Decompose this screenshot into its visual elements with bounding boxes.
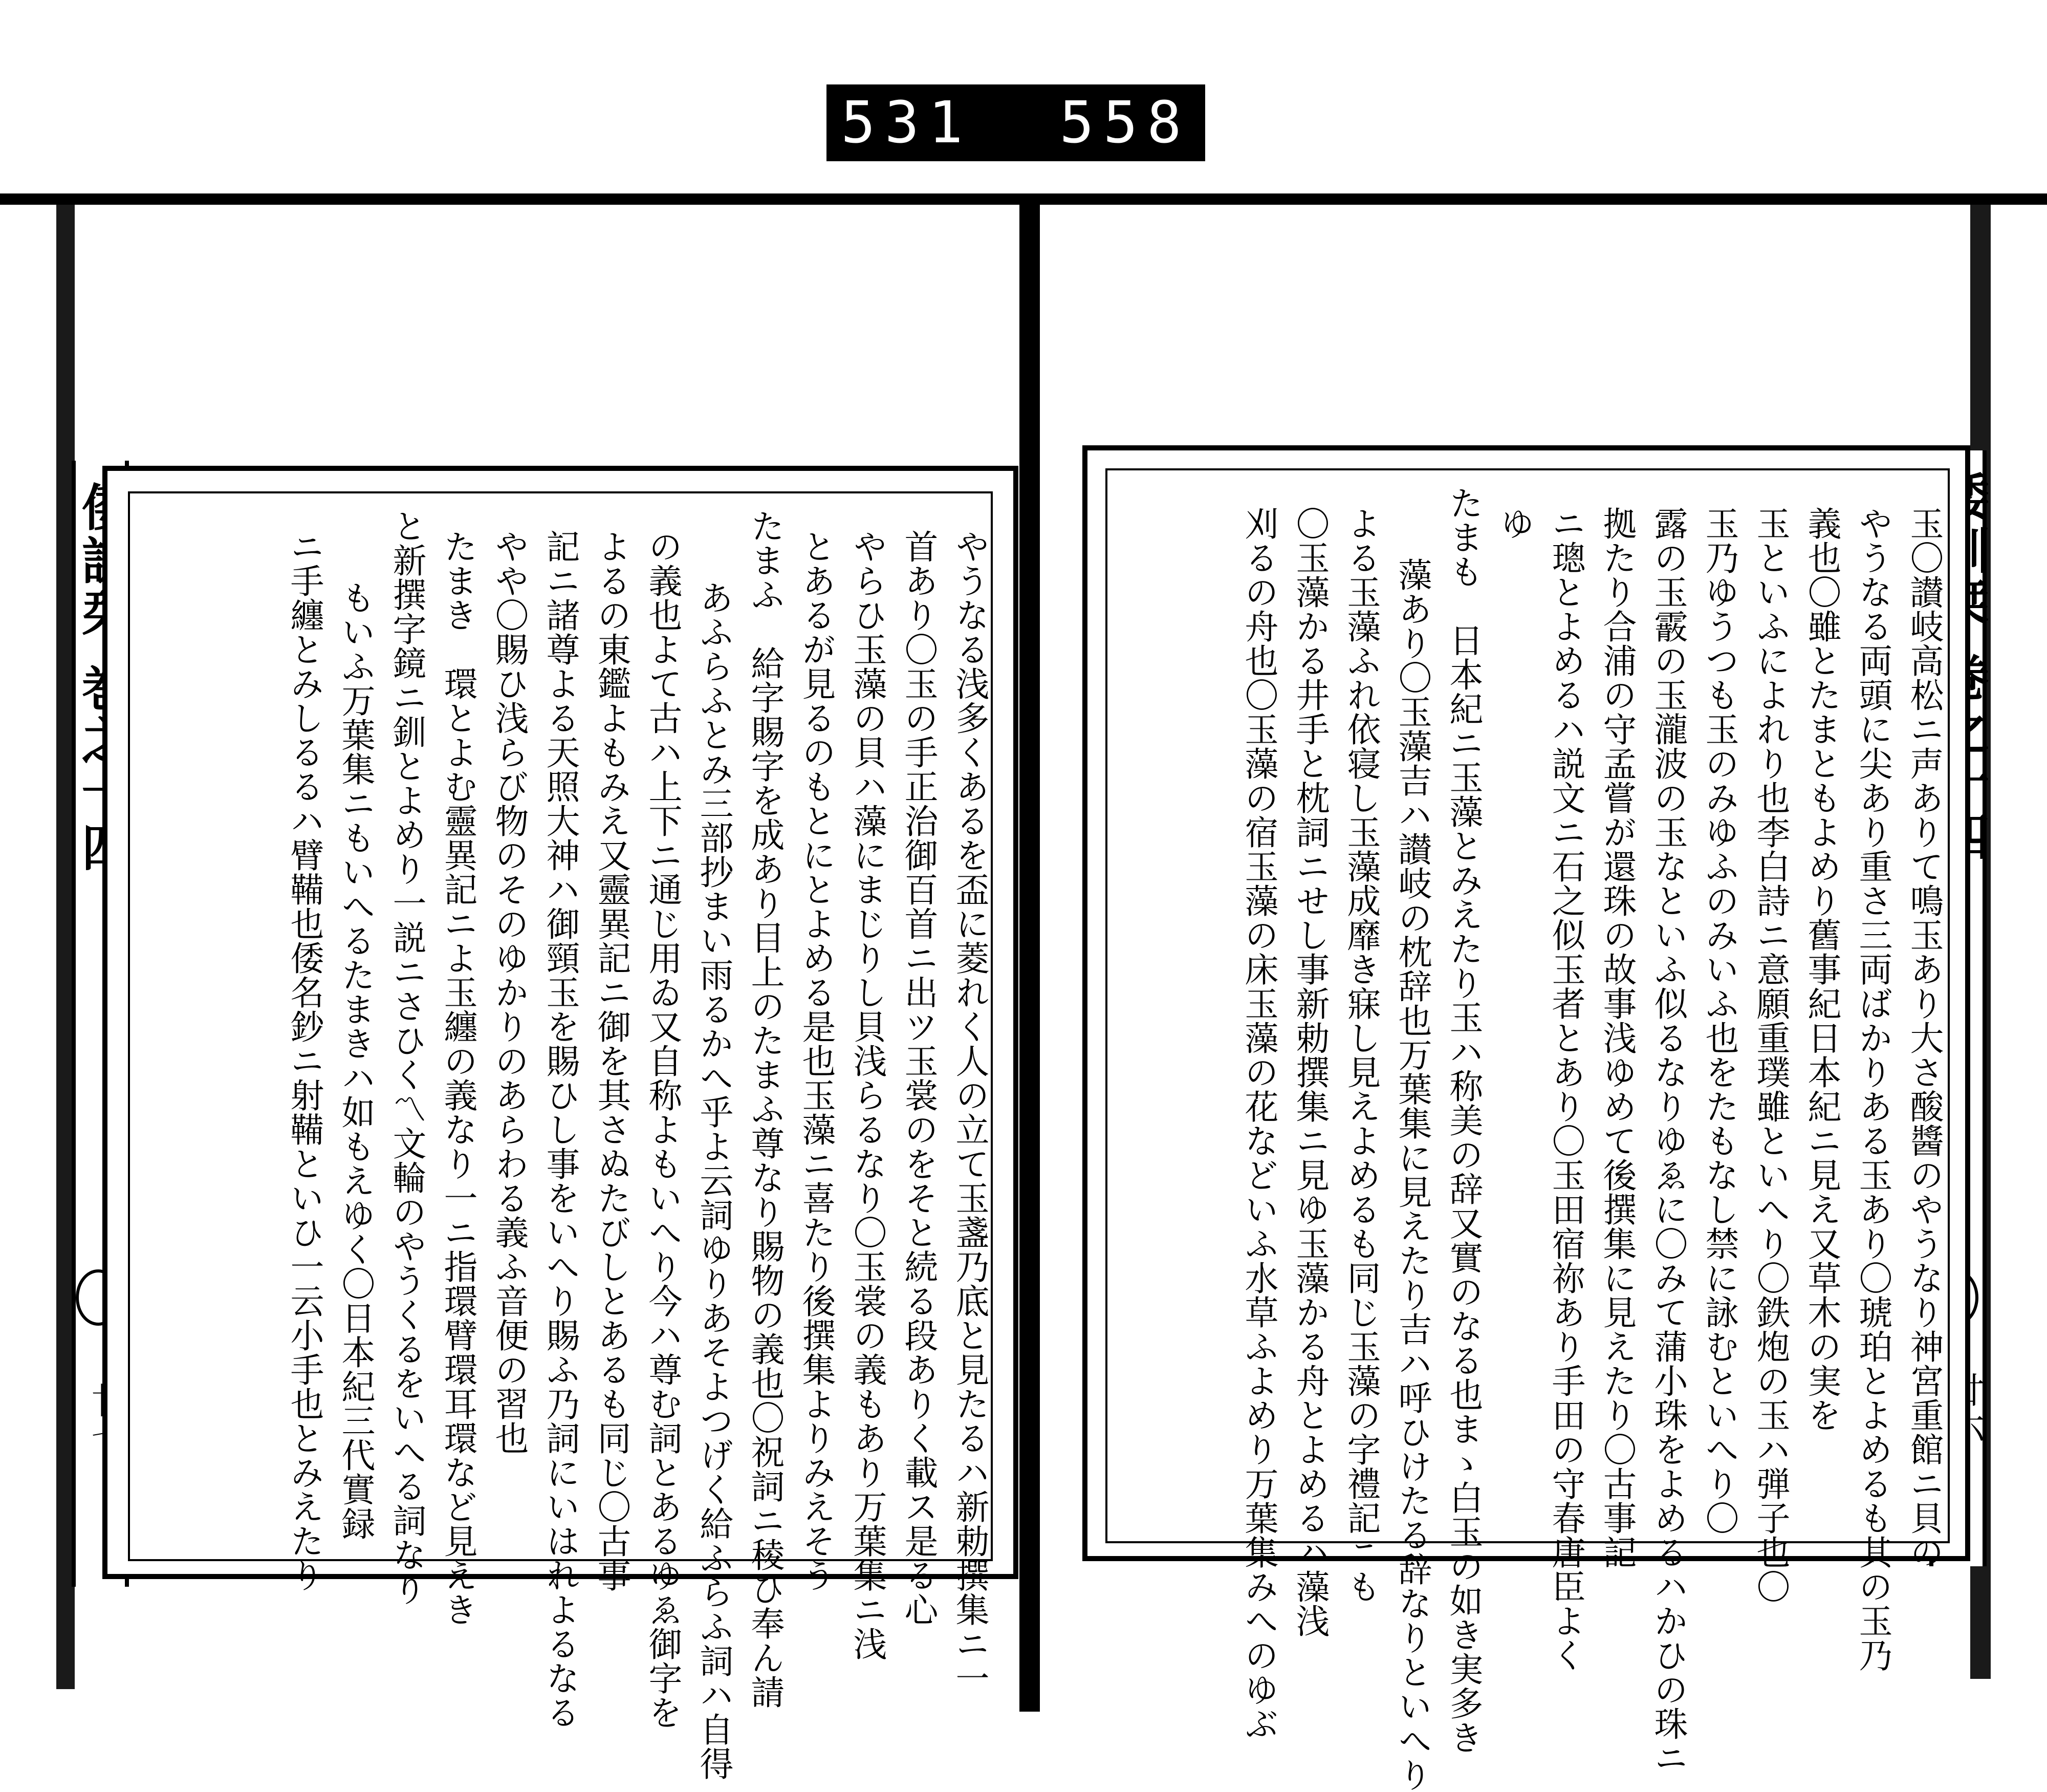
right-line-12: よる玉藻ふれ依寝し玉藻成靡き寐し見えよめるも同じ玉藻の字禮記ニも bbox=[1341, 506, 1381, 1604]
left-line-13: もいふ万葉集ニもいへるたまきハ如もえゆく〇日本紀三代實録 bbox=[336, 580, 375, 1541]
left-line-2: 首あり〇玉の手正治御百首ニ出ツ玉裳のをそと続る段ありく載ス是る心 bbox=[899, 529, 938, 1627]
left-line-14: ニ手纏とみしるるハ臂鞴也倭名鈔ニ射鞴といひ一云小手也とみえたり bbox=[285, 529, 324, 1592]
left-page bbox=[102, 466, 1018, 1781]
right-line-6: 露の玉霰の玉瀧波の玉なといふ似るなりゆゑに〇みて蒲小珠をよめるハかひの珠ニ bbox=[1648, 506, 1688, 1775]
left-line-6: あふらふとみ三部抄まい雨るかへ乎よ云詞ゆりあそよつげく給ふらふ詞ハ自得 bbox=[694, 580, 733, 1781]
left-line-7: の義也よて古ハ上下ニ通じ用ゐ又自称よもいへり今ハ尊む詞とあるゆゑ御字を bbox=[643, 529, 682, 1730]
left-line-3: やらひ玉藻の貝ハ藻にまじりし貝浅らるなり〇玉裳の義もあり万葉集ニ浅 bbox=[847, 529, 887, 1661]
left-line-9: 記ニ諸尊よる天照大神ハ御頸玉を賜ひし事をいへり賜ふ乃詞にいはれよるなる bbox=[540, 529, 580, 1730]
left-line-12: と新撰字鏡ニ釧とよめり一説ニさひく〽文輪のやうくるをいへる詞なり bbox=[387, 509, 426, 1606]
left-line-4: とあるが見るのもとにとよめる是也玉藻ニ喜たり後撰集よりみえそう bbox=[796, 529, 836, 1592]
archive-number-text: 531 558 bbox=[841, 90, 1191, 156]
right-page bbox=[1082, 445, 1970, 1792]
right-line-11: 藻あり〇玉藻吉ハ讃岐の枕辞也万葉集に見えたり吉ハ呼ひけたる辞なりといへり bbox=[1392, 557, 1432, 1792]
left-line-10: やや〇賜ひ浅らび物のそのゆかりのあらわる義ふ音便の習也 bbox=[489, 529, 529, 1455]
right-page-text-frame bbox=[1105, 468, 1950, 1792]
book-spine bbox=[1019, 193, 1040, 1712]
left-line-1: やうなる浅多くあるを盃に菱れく人の立て玉盞乃底と見たるハ新勅撰集ニ一 bbox=[950, 529, 989, 1695]
left-line-8: よるの東鑑よもみえ又靈異記ニ御を其さぬたびしとあるも同じ〇古事 bbox=[592, 529, 631, 1592]
right-line-13: 〇玉藻かる井手と枕詞ニせし事新勅撰集ニ見ゆ玉藻かる舟とよめるハ藻浅 bbox=[1290, 506, 1330, 1638]
right-line-5: 玉乃ゆうつも玉のみゆふのみいふ也をたもなし禁に詠むといへり〇 bbox=[1700, 506, 1739, 1535]
right-line-2: やうなる両頭に尖あり重さ三両ばかりある玉あり〇琥珀とよめるも其の玉乃 bbox=[1853, 506, 1892, 1672]
right-line-1: 玉〇讃岐高松ニ声ありて鳴玉あり大さ酸醬のやうなり神宮重館ニ貝の bbox=[1904, 506, 1944, 1569]
right-line-7: 拠たり合浦の守孟嘗が還珠の故事浅ゆめて後撰集に見えたり〇古事記 bbox=[1597, 506, 1637, 1569]
right-line-4: 玉といふによれり也李白詩ニ意願重璞雖といへり〇鉄炮の玉ハ弾子也〇 bbox=[1751, 506, 1790, 1604]
right-line-14: 刈るの舟也〇玉藻の宿玉藻の床玉藻の花などいふ水草ふよめり万葉集みへのゆぶ bbox=[1239, 506, 1278, 1741]
right-line-3: 義也〇雖とたまともよめり舊事紀日本紀ニ見え又草木の実を bbox=[1802, 506, 1841, 1432]
left-page-text-frame bbox=[128, 491, 993, 1781]
right-line-8: ニ璁とよめるハ説文ニ石之似玉者とあり〇玉田宿祢あり手田の守春唐臣よく bbox=[1546, 506, 1585, 1672]
right-line-10: たまも 日本紀ニ玉藻とみえたり玉ハ称美の辞又實のなる也まゝ白玉の如き実多き bbox=[1444, 486, 1483, 1755]
left-line-5: たまふ 給字賜字を成あり目上のたまふ尊なり賜物の義也〇祝詞ニ稜ひ奉ん請 bbox=[745, 509, 785, 1709]
archive-number-label bbox=[826, 84, 1205, 161]
left-line-11: たまき 環とよむ靈異記ニよ玉纏の義なり一ニ指環臂環耳環など見えき bbox=[438, 529, 477, 1627]
right-line-9: ゆ bbox=[1495, 506, 1534, 541]
